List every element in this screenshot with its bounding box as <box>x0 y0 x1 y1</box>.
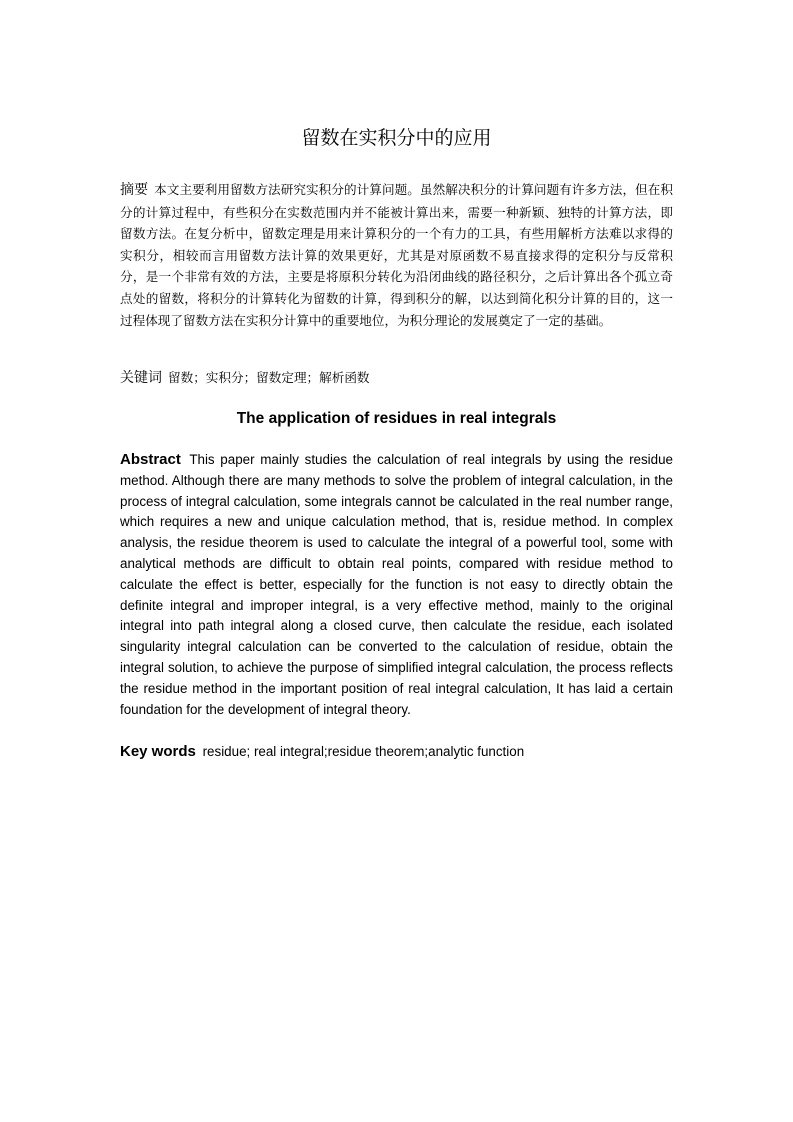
english-abstract <box>120 450 673 720</box>
chinese-keywords <box>120 367 673 389</box>
chinese-abstract <box>120 179 673 331</box>
chinese-title: 留数在实积分中的应用 <box>301 127 492 149</box>
english-keywords <box>120 741 673 763</box>
chinese-abstract-label: 摘要 <box>120 182 149 198</box>
english-title: The application of residues in real integrals <box>236 410 557 427</box>
english-abstract-text: This paper mainly studies the calculation of real integrals by using the residue method. Although there are many methods to solve the problem of integral calculation, in the process of integral calculation, some integrals cannot be calculated in the real number range, which requires a new and unique calculation method, that is, residue method. In complex analysis, the residue theorem is used to calculate the integral of a powerful tool, some with analytical methods are difficult to obtain real points, compared with residue method to calculate the effect is better, especially for the function is not easy to directly obtain the definite integral and improper integral, is a very effective method, mainly to the original integral into path integral along a closed curve, then calculate the residue, each isolated singularity integral calculation can be converted to the calculation of residue, obtain the integral solution, to achieve the purpose of simplified integral calculation, the process reflects the residue method in the important position of real integral calculation, It has laid a certain foundation for the development of integral theory. <box>120 452 673 717</box>
english-abstract-label: Abstract <box>120 451 181 468</box>
english-keywords-text: residue; real integral;residue theorem;analytic function <box>202 744 525 759</box>
chinese-keywords-label: 关键词 <box>120 370 162 386</box>
chinese-keywords-text: 留数；实积分；留数定理；解析函数 <box>168 370 370 385</box>
chinese-abstract-text: 本文主要利用留数方法研究实积分的计算问题。虽然解决积分的计算问题有许多方法，但在积分的计算过程中，有些积分在实数范围内并不能被计算出来，需要一种新颖、独特的计算方法，即留数方法。在复分析中，留数定理是用来计算积分的一个有力的工具，有些用解析方法难以求得的实积分，相较而言用留数方法计算的效果更好，尤其是对原函数不易直接求得的定积分与反常积分，是一个非常有效的方法，主要是将原积分转化为沿闭曲线的路径积分，之后计算出各个孤立奇点处的留数，将积分的计算转化为留数的计算，得到积分的解，以达到简化积分计算的目的，这一过程体现了留数方法在实积分计算中的重要地位，为积分理论的发展奠定了一定的基础。 <box>120 182 674 328</box>
english-keywords-label: Key words <box>120 743 196 760</box>
